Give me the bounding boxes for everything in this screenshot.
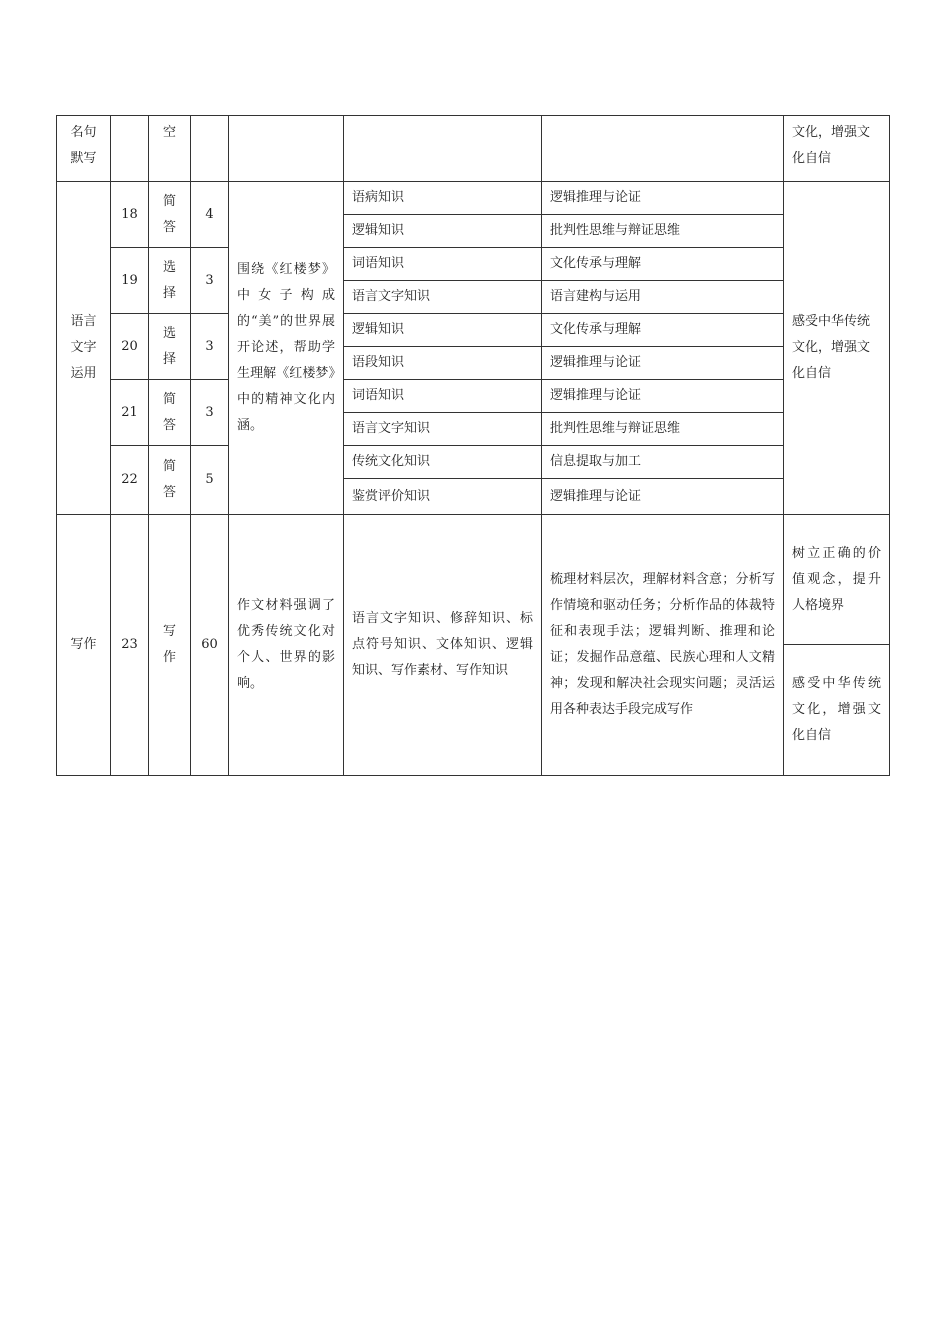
question-score: 5 bbox=[191, 446, 229, 515]
table-row bbox=[57, 380, 890, 413]
knowledge-cell: 词语知识 bbox=[344, 380, 542, 413]
empty-cell bbox=[542, 116, 784, 182]
type-cell: 空 bbox=[149, 116, 191, 182]
ability-cell: 逻辑推理与论证 bbox=[542, 182, 784, 215]
question-score: 60 bbox=[191, 515, 229, 776]
ability-cell: 批判性思维与辩证思维 bbox=[542, 215, 784, 248]
knowledge-cell: 语病知识 bbox=[344, 182, 542, 215]
question-score: 3 bbox=[191, 380, 229, 446]
knowledge-cell: 语段知识 bbox=[344, 347, 542, 380]
knowledge-cell: 传统文化知识 bbox=[344, 446, 542, 479]
knowledge-cell: 语言文字知识 bbox=[344, 413, 542, 446]
empty-cell bbox=[191, 116, 229, 182]
question-number: 23 bbox=[111, 515, 149, 776]
empty-cell bbox=[344, 116, 542, 182]
literacy-cell: 感受中华传统 文化，增强文 化自信 bbox=[784, 182, 890, 515]
ability-cell: 文化传承与理解 bbox=[542, 248, 784, 281]
module-cell: 语言 文字 运用 bbox=[57, 182, 111, 515]
ability-cell: 语言建构与运用 bbox=[542, 281, 784, 314]
question-type: 简 答 bbox=[149, 446, 191, 515]
ability-cell: 逻辑推理与论证 bbox=[542, 380, 784, 413]
question-number: 19 bbox=[111, 248, 149, 314]
empty-cell bbox=[229, 116, 344, 182]
ability-cell: 批判性思维与辩证思维 bbox=[542, 413, 784, 446]
context-cell: 作文材料强调了优秀传统文化对个人、世界的影响。 bbox=[229, 515, 344, 776]
question-type: 简 答 bbox=[149, 380, 191, 446]
empty-cell bbox=[111, 116, 149, 182]
question-number: 21 bbox=[111, 380, 149, 446]
ability-cell: 逻辑推理与论证 bbox=[542, 347, 784, 380]
knowledge-cell: 逻辑知识 bbox=[344, 314, 542, 347]
question-number: 18 bbox=[111, 182, 149, 248]
question-type: 写 作 bbox=[149, 515, 191, 776]
ability-cell: 文化传承与理解 bbox=[542, 314, 784, 347]
ability-cell: 信息提取与加工 bbox=[542, 446, 784, 479]
module-cell: 写作 bbox=[57, 515, 111, 776]
table-row bbox=[57, 116, 890, 182]
knowledge-cell: 鉴赏评价知识 bbox=[344, 479, 542, 515]
table-row bbox=[57, 182, 890, 215]
question-type: 选 择 bbox=[149, 314, 191, 380]
question-type: 简 答 bbox=[149, 182, 191, 248]
literacy-cell: 文化，增强文 化自信 bbox=[784, 116, 890, 182]
module-cell: 名句 默写 bbox=[57, 116, 111, 182]
ability-cell: 梳理材料层次，理解材料含意；分析写作情境和驱动任务；分析作品的体裁特征和表现手法；逻辑判断、推理和论证；发掘作品意蕴、民族心理和人文精神；发现和解决社会现实问题；灵活运用各种表达手段完成写作 bbox=[542, 515, 784, 776]
table-row bbox=[57, 446, 890, 479]
question-type: 选 择 bbox=[149, 248, 191, 314]
question-score: 3 bbox=[191, 248, 229, 314]
table-row bbox=[57, 248, 890, 281]
knowledge-cell: 逻辑知识 bbox=[344, 215, 542, 248]
literacy-cell: 感受中华传统文化，增强文化自信 bbox=[784, 645, 890, 776]
table-row bbox=[57, 515, 890, 645]
question-number: 20 bbox=[111, 314, 149, 380]
question-score: 3 bbox=[191, 314, 229, 380]
knowledge-cell: 词语知识 bbox=[344, 248, 542, 281]
literacy-cell: 树立正确的价值观念，提升人格境界 bbox=[784, 515, 890, 645]
table-row bbox=[57, 314, 890, 347]
knowledge-cell: 语言文字知识 bbox=[344, 281, 542, 314]
question-number: 22 bbox=[111, 446, 149, 515]
ability-cell: 逻辑推理与论证 bbox=[542, 479, 784, 515]
exam-analysis-table bbox=[56, 115, 890, 776]
context-cell: 围绕《红楼梦》中女子构成的“美”的世界展开论述，帮助学生理解《红楼梦》中的精神文化内涵。 bbox=[229, 182, 344, 515]
question-score: 4 bbox=[191, 182, 229, 248]
knowledge-cell: 语言文字知识、修辞知识、标点符号知识、文体知识、逻辑知识、写作素材、写作知识 bbox=[344, 515, 542, 776]
